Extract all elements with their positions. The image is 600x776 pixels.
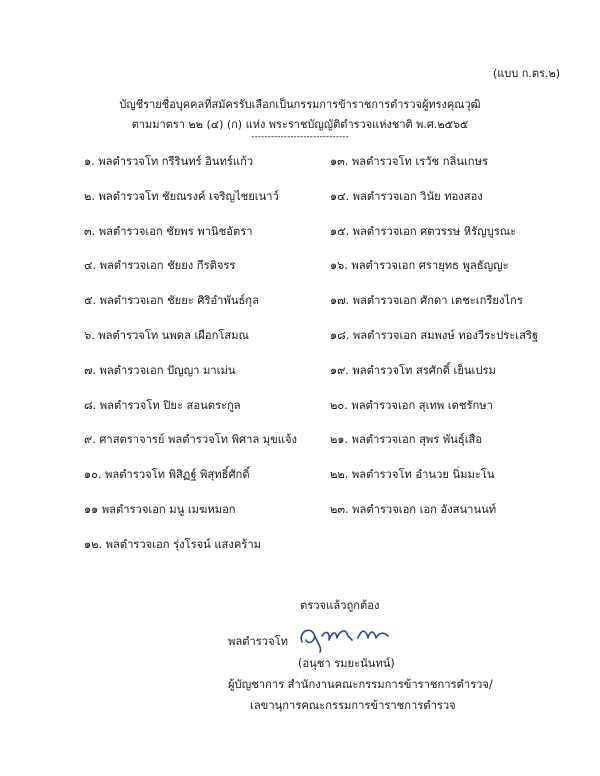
list-item: ๓. พลตำรวจเอก ชัยพร พานิชอัตรา (84, 224, 253, 238)
list-item: ๑. พลตำรวจโท กรีรินทร์ อินทร์แก้ว (84, 155, 254, 168)
list-item: ๗. พลตำรวจเอก ปัญญา มาเม่น (84, 363, 236, 377)
list-item: ๑๑ พลตำรวจเอก มนู เมฆหมอก (84, 502, 236, 516)
list-item: ๖. พลตำรวจโท นพดล เผือกโสมณ (84, 328, 249, 342)
list-item: ๒๓. พลตำรวจเอก เอก อังสนานนท์ (330, 502, 497, 516)
list-item: ๘. พลตำรวจโท ปิยะ สอนตระกูล (84, 398, 241, 412)
signer-rank: พลตำรวจโท (228, 635, 289, 648)
signer-name: (อนุชา รมยะนันทน์) (298, 657, 395, 670)
list-item: ๑๙. พลตำรวจโท สรศักดิ์ เย็นเปรม (330, 363, 496, 377)
list-item: ๒๒. พลตำรวจโท อำนวย นิ่มมะโน (330, 468, 495, 482)
signer-position-line1: ผู้บัญชาการ สำนักงานคณะกรรมการข้าราชการตำรวจ/ (228, 678, 493, 691)
document-title-line1: บัญชีรายชื่อบุคคลที่สมัครรับเลือกเป็นกรรมการข้าราชการตำรวจผู้ทรงคุณวุฒิ (119, 98, 481, 111)
list-item: ๒๐. พลตำรวจเอก สุเทพ เดชรักษา (330, 398, 493, 412)
candidate-list-left (84, 150, 297, 568)
list-item: ๙. ศาสตราจารย์ พลตำรวจโท พิศาล มุขแจ้ง (84, 433, 298, 447)
title-rule: ------------------------------ (251, 132, 349, 142)
list-item: ๒๑. พลตำรวจเอก สุพร พันธุ์เสือ (330, 433, 483, 447)
list-item: ๒. พลตำรวจโท ชัยณรงค์ เจริญไชยเนาว์ (84, 189, 279, 203)
list-item: ๑๔. พลตำรวจเอก วินัย ทองสอง (330, 189, 483, 203)
document-title-line2: ตามมาตรา ๒๒ (๔) (ก) แห่ง พระราชบัญญัติตำรวจแห่งชาติ พ.ศ.๒๕๖๕ (131, 118, 469, 131)
handwritten-signature (296, 618, 396, 654)
list-item: ๑๓. พลตำรวจโท เรวัช กลิ่นเกษร (330, 155, 488, 168)
certification-text: ตรวจแล้วถูกต้อง (300, 599, 380, 612)
form-code: (แบบ ก.ตร.๒) (492, 67, 560, 80)
signer-position-line2: เลขานุการคณะกรรมการข้าราชการตำรวจ (250, 699, 456, 712)
list-item: ๑๖. พลตำรวจเอก ศรายุทธ พูลธัญญะ (330, 259, 509, 273)
list-item: ๕. พลตำรวจเอก ชัยยะ ศิริอำพันธ์กุล (84, 294, 259, 308)
list-item: ๑๘. พลตำรวจเอก สมพงษ์ ทองวีระประเสริฐ (330, 328, 539, 342)
candidate-list-right (330, 150, 538, 533)
list-item: ๑๕. พลตำรวจเอก ศตวรรษ หิรัญบูรณะ (330, 224, 517, 238)
list-item: ๑๐. พลตำรวจโท พิสิฏฐ์ พิสุทธิ์ศักดิ์ (84, 468, 250, 482)
list-item: ๑๒. พลตำรวจเอก รุ่งโรจน์ แสงคร้าม (84, 537, 261, 551)
list-item: ๔. พลตำรวจเอก ชัยยง กีรติจรร (84, 259, 236, 273)
list-item: ๑๗. พลตำรวจเอก ศักดา เตชะเกรียงไกร (330, 294, 523, 308)
